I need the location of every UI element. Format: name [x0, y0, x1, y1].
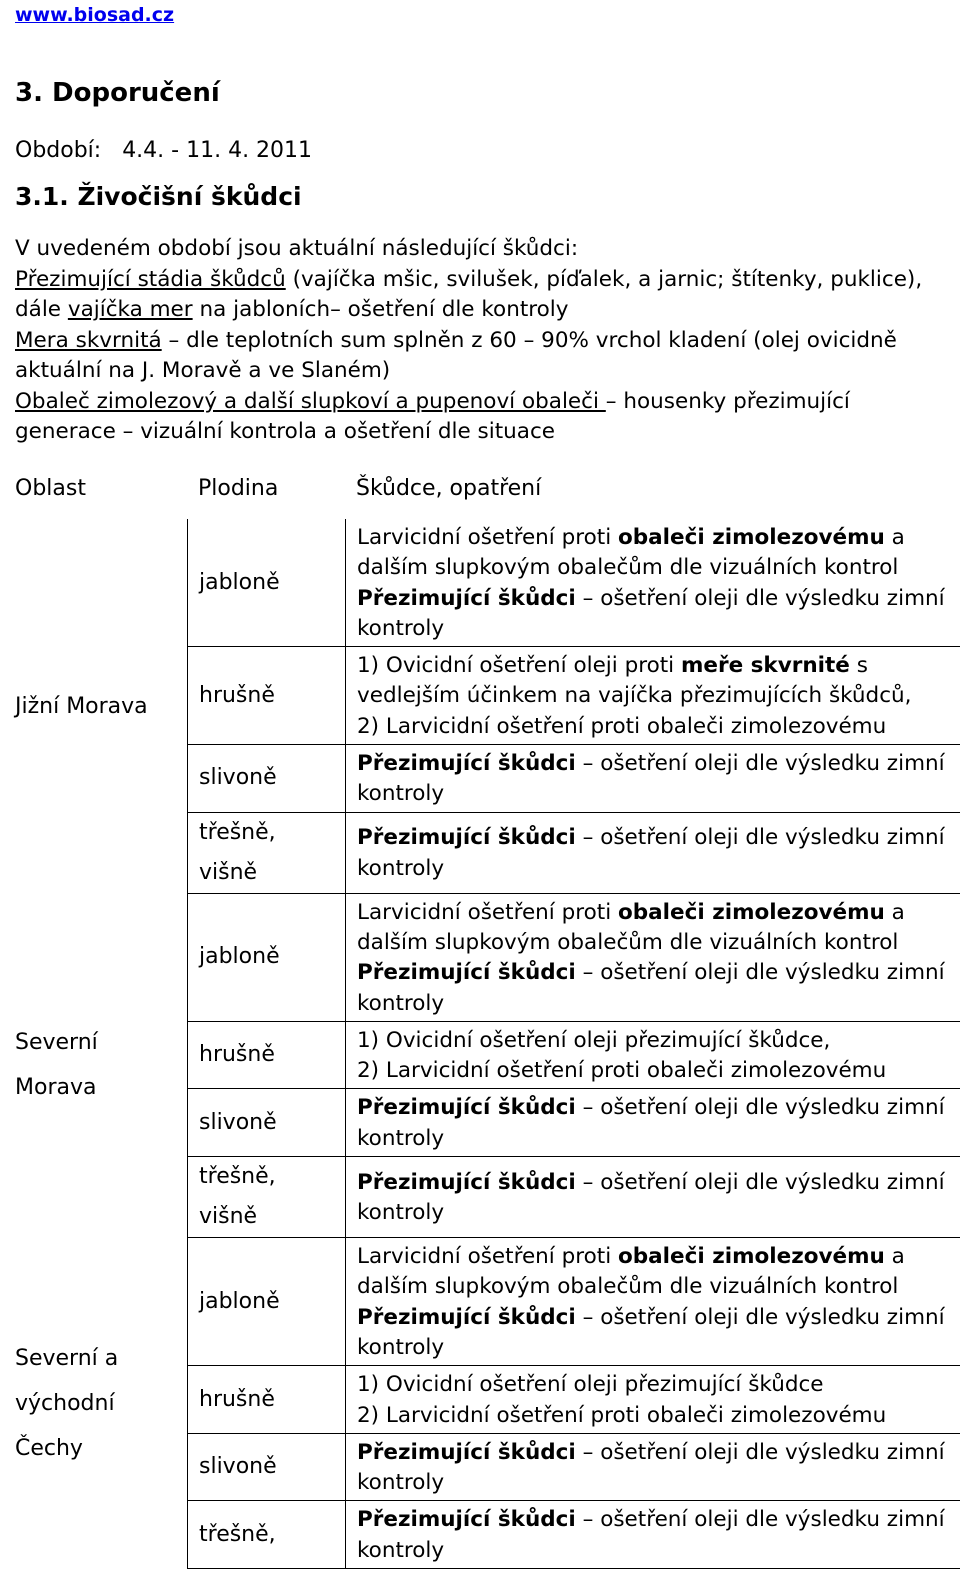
header-plodina: Plodina — [198, 476, 278, 501]
crop-cell — [188, 1501, 346, 1569]
intro-text-span: (vajíčka mšic, svilušek, píďalek, a jarnic; štítenky, puklice), dále — [15, 267, 922, 323]
measure-cell — [346, 893, 960, 1021]
measure-cell — [346, 1238, 960, 1366]
intro-paragraph — [15, 265, 955, 326]
crop-name: jabloně — [188, 563, 319, 603]
region-name: Čechy — [15, 1426, 187, 1471]
measure-bold: Přezimující škůdci — [357, 751, 576, 776]
measure-bold: obaleči zimolezovému — [618, 525, 885, 550]
crop-cell — [188, 745, 346, 813]
measure-text — [357, 1438, 960, 1499]
measure-cell — [346, 519, 960, 647]
measure-span: Larvicidní ošetření proti — [357, 1244, 618, 1269]
measure-span: 1) Ovicidní ošetření oleji přezimující škůdce — [357, 1372, 824, 1397]
crop-cell — [188, 893, 346, 1021]
crop-cell — [188, 1366, 346, 1434]
header-oblast: Oblast — [15, 476, 86, 501]
measure-bold: Přezimující škůdci — [357, 586, 576, 611]
crop-name: slivoně — [188, 758, 319, 798]
measure-text — [357, 1370, 960, 1400]
measure-span: – ošetření oleji dle výsledku zimní kontroly — [357, 586, 945, 641]
intro-paragraph — [15, 326, 955, 387]
crop-name: hrušně — [188, 676, 319, 716]
measure-text — [357, 1401, 960, 1431]
pest-table — [15, 519, 960, 1569]
measure-bold: Přezimující škůdci — [357, 1305, 576, 1330]
measure-bold: Přezimující škůdci — [357, 1507, 576, 1532]
intro-text-span: – housenky přezimující generace – vizuální kontrola a ošetření dle situace — [15, 389, 850, 445]
subsection-title: 3.1. Živočišní škůdci — [15, 182, 302, 211]
crop-cell — [188, 812, 346, 893]
table-row — [15, 1238, 960, 1366]
intro-text-span: – dle teplotních sum splněn z 60 – 90% vrchol kladení (olej ovicidně aktuální na J. Moravě a ve Slaném) — [15, 328, 897, 384]
measure-text — [357, 1303, 960, 1364]
crop-cell — [188, 1089, 346, 1157]
measure-bold: obaleči zimolezovému — [618, 900, 885, 925]
measure-span: a dalším slupkovým obalečům dle vizuálních kontrol — [357, 1244, 905, 1299]
crop-name: hrušně — [188, 1380, 319, 1420]
crop-cell — [188, 519, 346, 647]
measure-span: – ošetření oleji dle výsledku zimní kontroly — [357, 751, 945, 806]
measure-cell — [346, 1021, 960, 1089]
measure-text — [357, 1505, 960, 1566]
measure-span: a dalším slupkovým obalečům dle vizuálních kontrol — [357, 525, 905, 580]
region-name: Severní — [15, 1020, 187, 1065]
measure-text — [357, 1168, 960, 1229]
measure-span: – ošetření oleji dle výsledku zimní kontroly — [357, 960, 945, 1015]
period-label: Období: — [15, 138, 101, 163]
measure-span: Larvicidní ošetření proti — [357, 525, 618, 550]
measure-bold: Přezimující škůdci — [357, 1095, 576, 1120]
measure-cell — [346, 812, 960, 893]
crop-name: jabloně — [188, 937, 319, 977]
measure-span: – ošetření oleji dle výsledku zimní kontroly — [357, 1305, 945, 1360]
period-value: 4.4. - 11. 4. 2011 — [122, 138, 312, 163]
crop-name: třešně, — [188, 1515, 319, 1555]
intro-link: Obaleč zimolezový a další slupkoví a pupenoví obaleči — [15, 389, 606, 414]
measure-cell — [346, 647, 960, 745]
table-row — [15, 519, 960, 647]
measure-bold: obaleči zimolezovému — [618, 1244, 885, 1269]
intro-link: Přezimující stádia škůdců — [15, 267, 286, 292]
measure-text — [357, 823, 960, 884]
crop-name: třešně, višně — [188, 1157, 319, 1237]
measure-bold: Přezimující škůdci — [357, 960, 576, 985]
crop-name: hrušně — [188, 1035, 319, 1075]
intro-link: vajíčka mer — [68, 297, 193, 322]
measure-span: – ošetření oleji dle výsledku zimní kontroly — [357, 1170, 945, 1225]
crop-cell — [188, 1238, 346, 1366]
measure-text — [357, 1093, 960, 1154]
measure-text — [357, 1242, 960, 1303]
intro-text — [15, 234, 955, 448]
table-row — [15, 893, 960, 1021]
region-cell — [15, 1238, 188, 1569]
intro-paragraph — [15, 387, 955, 448]
measure-span: 2) Larvicidní ošetření proti obaleči zimolezovému — [357, 714, 886, 739]
crop-name: jabloně — [188, 1282, 319, 1322]
site-link[interactable]: www.biosad.cz — [15, 4, 174, 26]
measure-cell — [346, 1089, 960, 1157]
crop-cell — [188, 1157, 346, 1238]
measure-text — [357, 1026, 960, 1056]
measure-cell — [346, 1366, 960, 1434]
measure-bold: meře skvrnité — [681, 653, 850, 678]
region-cell — [15, 893, 188, 1237]
measure-span: a dalším slupkovým obalečům dle vizuálních kontrol — [357, 900, 905, 955]
measure-span: s vedlejším účinkem na vajíčka přezimujících škůdců, — [357, 653, 912, 708]
measure-text — [357, 584, 960, 645]
measure-span: 1) Ovicidní ošetření oleji přezimující škůdce, — [357, 1028, 830, 1053]
measure-cell — [346, 1501, 960, 1569]
measure-cell — [346, 1157, 960, 1238]
measure-text — [357, 1056, 960, 1086]
crop-name: slivoně — [188, 1103, 319, 1143]
measure-span: – ošetření oleji dle výsledku zimní kontroly — [357, 825, 945, 880]
region-name: Severní a — [15, 1336, 187, 1381]
intro-line: V uvedeném období jsou aktuální následující škůdci: — [15, 234, 955, 265]
region-name: Morava — [15, 1065, 187, 1110]
measure-bold: Přezimující škůdci — [357, 1440, 576, 1465]
measure-cell — [346, 745, 960, 813]
region-name: Jižní Morava — [15, 684, 187, 729]
period-line — [15, 138, 312, 163]
crop-cell — [188, 1433, 346, 1501]
measure-text — [357, 712, 960, 742]
measure-span: 2) Larvicidní ošetření proti obaleči zimolezovému — [357, 1403, 886, 1428]
measure-bold: Přezimující škůdci — [357, 825, 576, 850]
measure-text — [357, 958, 960, 1019]
measure-span: 1) Ovicidní ošetření oleji proti — [357, 653, 681, 678]
header-skudce: Škůdce, opatření — [356, 476, 541, 501]
section-title: 3. Doporučení — [15, 78, 220, 108]
measure-span: – ošetření oleji dle výsledku zimní kontroly — [357, 1507, 945, 1562]
crop-cell — [188, 647, 346, 745]
intro-link: Mera skvrnitá — [15, 328, 162, 353]
region-cell — [15, 519, 188, 893]
region-name: východní — [15, 1381, 187, 1426]
crop-name: třešně, višně — [188, 813, 319, 893]
measure-text — [357, 523, 960, 584]
measure-cell — [346, 1433, 960, 1501]
measure-span: – ošetření oleji dle výsledku zimní kontroly — [357, 1440, 945, 1495]
measure-span: 2) Larvicidní ošetření proti obaleči zimolezovému — [357, 1058, 886, 1083]
measure-text — [357, 651, 960, 712]
measure-text — [357, 749, 960, 810]
crop-name: slivoně — [188, 1447, 319, 1487]
measure-span: Larvicidní ošetření proti — [357, 900, 618, 925]
intro-text-span: na jabloních– ošetření dle kontroly — [193, 297, 569, 322]
crop-cell — [188, 1021, 346, 1089]
measure-bold: Přezimující škůdci — [357, 1170, 576, 1195]
measure-text — [357, 898, 960, 959]
measure-span: – ošetření oleji dle výsledku zimní kontroly — [357, 1095, 945, 1150]
